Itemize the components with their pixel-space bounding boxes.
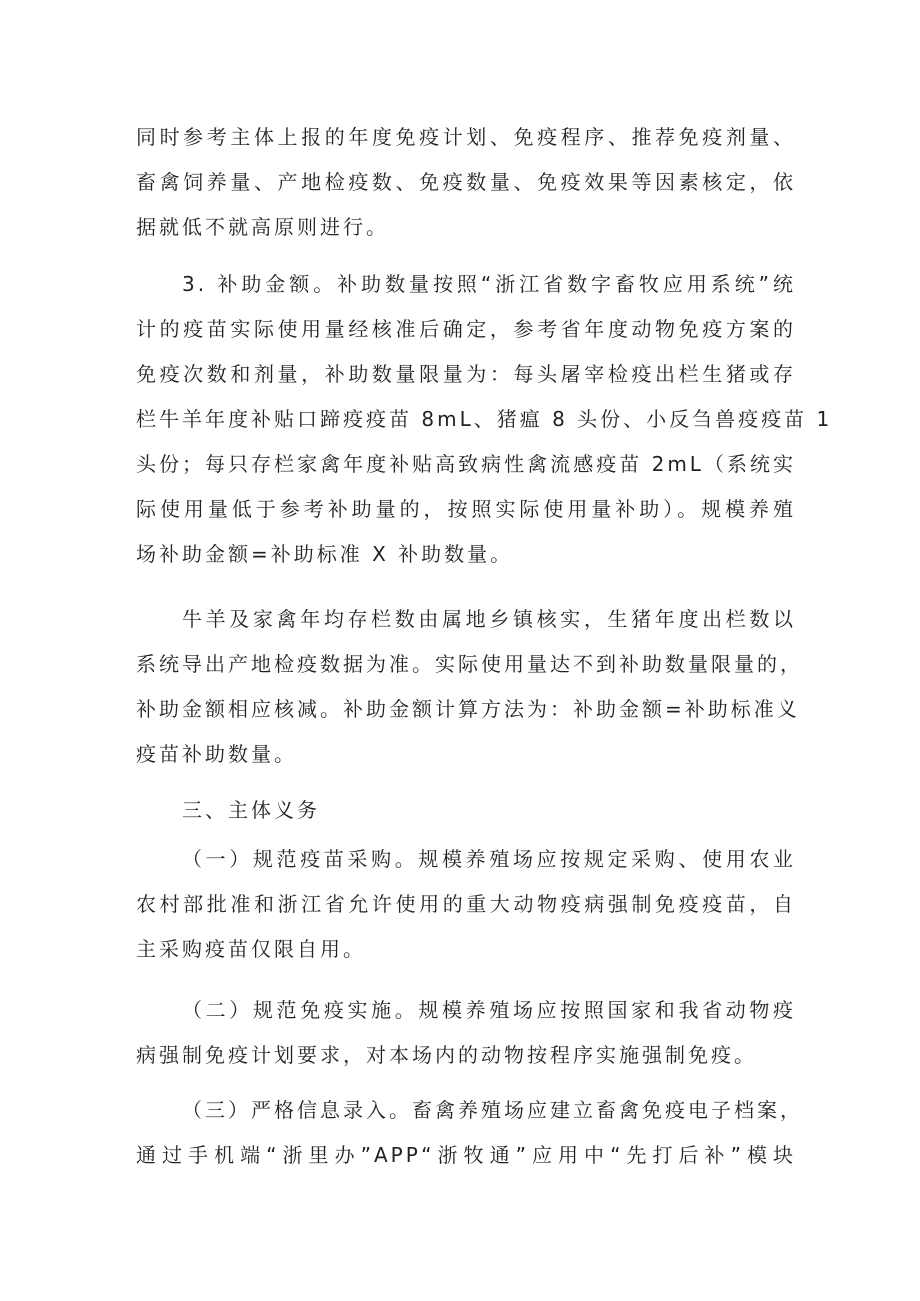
paragraph-3 bbox=[136, 597, 803, 777]
heading-text: 三、主体义务 bbox=[182, 798, 320, 822]
text-line: 主采购疫苗仅限自用。 bbox=[136, 937, 366, 961]
text-line: 通过手机端“浙里办”APP“浙牧通”应用中“先打后补”模块 bbox=[136, 1143, 796, 1167]
paragraph-5 bbox=[136, 988, 796, 1078]
text-line: 免疫次数和剂量，补助数量限量为：每头屠宰检疫出栏生猪或存 bbox=[136, 362, 796, 386]
text-line: 补助金额相应核减。补助金额计算方法为：补助金额=补助标准义 bbox=[136, 697, 800, 721]
text-line: 计的疫苗实际使用量经核准后确定，参考省年度动物免疫方案的 bbox=[136, 317, 796, 341]
text-line: 牛羊及家禽年均存栏数由属地乡镇核实，生猪年度出栏数以 bbox=[182, 607, 796, 631]
paragraph-4 bbox=[136, 837, 796, 972]
text-line: （三）严格信息录入。畜禽养殖场应建立畜禽免疫电子档案， bbox=[182, 1098, 803, 1122]
paragraph-1 bbox=[136, 115, 796, 250]
text-line: 系统导出产地检疫数据为准。实际使用量达不到补助数量限量的， bbox=[136, 652, 803, 676]
text-line: （一）规范疫苗采购。规模养殖场应按规定采购、使用农业 bbox=[182, 847, 796, 871]
text-line: 3. 补助金额。补助数量按照“浙江省数字畜牧应用系统”统 bbox=[182, 272, 796, 296]
text-line: 据就低不就高原则进行。 bbox=[136, 215, 389, 239]
text-line: 病强制免疫计划要求，对本场内的动物按程序实施强制免疫。 bbox=[136, 1043, 757, 1067]
text-line: 同时参考主体上报的年度免疫计划、免疫程序、推荐免疫剂量、 bbox=[136, 125, 796, 149]
section-heading bbox=[136, 788, 796, 833]
text-line: 栏牛羊年度补贴口蹄疫疫苗 8mL、猪瘟 8 头份、小反刍兽疫疫苗 1 bbox=[136, 407, 833, 431]
text-line: 农村部批准和浙江省允许使用的重大动物疫病强制免疫疫苗，自 bbox=[136, 892, 796, 916]
text-line: 疫苗补助数量。 bbox=[136, 742, 297, 766]
text-line: 头份；每只存栏家禽年度补贴高致病性禽流感疫苗 2mL（系统实 bbox=[136, 452, 796, 476]
paragraph-6 bbox=[136, 1088, 803, 1178]
paragraph-2 bbox=[136, 262, 833, 577]
text-line: 畜禽饲养量、产地检疫数、免疫数量、免疫效果等因素核定，依 bbox=[136, 170, 796, 194]
text-line: （二）规范免疫实施。规模养殖场应按照国家和我省动物疫 bbox=[182, 998, 796, 1022]
text-line: 场补助金额=补助标准 X 补助数量。 bbox=[136, 542, 514, 566]
text-line: 际使用量低于参考补助量的，按照实际使用量补助）。规模养殖 bbox=[136, 497, 796, 521]
